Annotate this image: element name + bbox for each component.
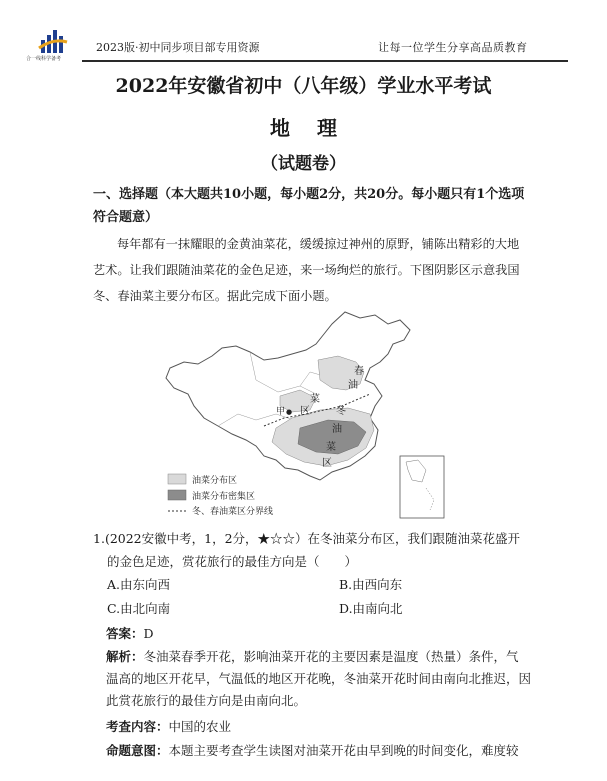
explanation-text: 冬油菜春季开花，影响油菜开花的主要因素是温度（热量）条件，气温高的地区开花早，气温低的地区开花晚，冬油菜开花时间由南向北推迟，因此赏花旅行的最佳方向是由南向北。 (106, 649, 532, 708)
map-label-region1: 区 (300, 406, 310, 417)
header-divider (82, 60, 568, 62)
intro-passage: 每年都有一抹耀眼的金黄油菜花，缓缓掠过神州的原野，铺陈出精彩的大地艺术。让我们跟随油菜花的金色足迹，来一场绚烂的旅行。下图阴影区示意我国冬、春油菜主要分布区。据此完成下面小题。 (93, 237, 520, 303)
map-city-dot: ● (286, 408, 293, 416)
knowledge-point (106, 717, 231, 735)
answer-line (106, 624, 154, 642)
subject-title: 地 理 (270, 116, 347, 140)
legend-label-dense: 油菜分布密集区 (192, 492, 256, 502)
logo-caption: 合一线科学备考 (26, 56, 62, 62)
legend-swatch-area (168, 474, 186, 484)
answer-value: D (143, 626, 154, 641)
legend-label-area: 油菜分布区 (192, 476, 238, 486)
answer-label: 答案： (106, 626, 144, 641)
knowledge-text: 中国的农业 (168, 719, 232, 734)
map-label-region2: 区 (322, 458, 332, 469)
question-intent (106, 741, 546, 759)
knowledge-label: 考查内容： (106, 719, 169, 734)
section-heading: 一、选择题（本大题共10小题，每小题2分，共20分。每小题只有1个选项符合题意） (93, 187, 525, 225)
map-label-spring: 春 (354, 366, 364, 377)
map-label-oil2: 油 (332, 424, 342, 435)
option-b: B.由西向东 (339, 577, 403, 592)
publisher-logo (38, 26, 68, 56)
map-label-rape1: 菜 (310, 394, 320, 405)
intent-label: 命题意图： (106, 743, 169, 758)
question-1 (93, 527, 523, 573)
explanation (106, 646, 531, 712)
china-rapeseed-map (160, 310, 450, 522)
map-label-oil1: 油 (348, 380, 358, 391)
exam-title: 2022年安徽省初中（八年级）学业水平考试 (115, 75, 492, 97)
option-c: C.由北向南 (107, 601, 171, 616)
header-right-text: 让每一位学生分享高品质教育 (378, 41, 528, 54)
map-label-rape2: 菜 (326, 442, 336, 453)
question-stem-line2: 的金色足迹，赏花旅行的最佳方向是（ ） (107, 554, 358, 569)
intent-text: 本题主要考查学生读图对油菜开花由早到晚的时间变化，难度较 (168, 743, 519, 758)
question-stem-line1: (2022安徽中考，1，2分，★☆☆）在冬油菜分布区，我们跟随油菜花盛开 (104, 531, 521, 546)
paper-type: （试题卷） (261, 154, 346, 174)
map-label-jia: 甲 (276, 407, 286, 417)
option-a: A.由东向西 (107, 577, 171, 592)
legend-swatch-dense (168, 490, 186, 500)
question-number: 1. (93, 531, 105, 546)
explanation-label: 解析： (106, 649, 144, 664)
map-label-winter: 冬 (336, 406, 346, 417)
option-d: D.由南向北 (339, 601, 403, 616)
header-left-text: 2023版·初中同步项目部专用资源 (96, 41, 260, 54)
legend-label-boundary: 冬、春油菜区分界线 (192, 507, 274, 517)
